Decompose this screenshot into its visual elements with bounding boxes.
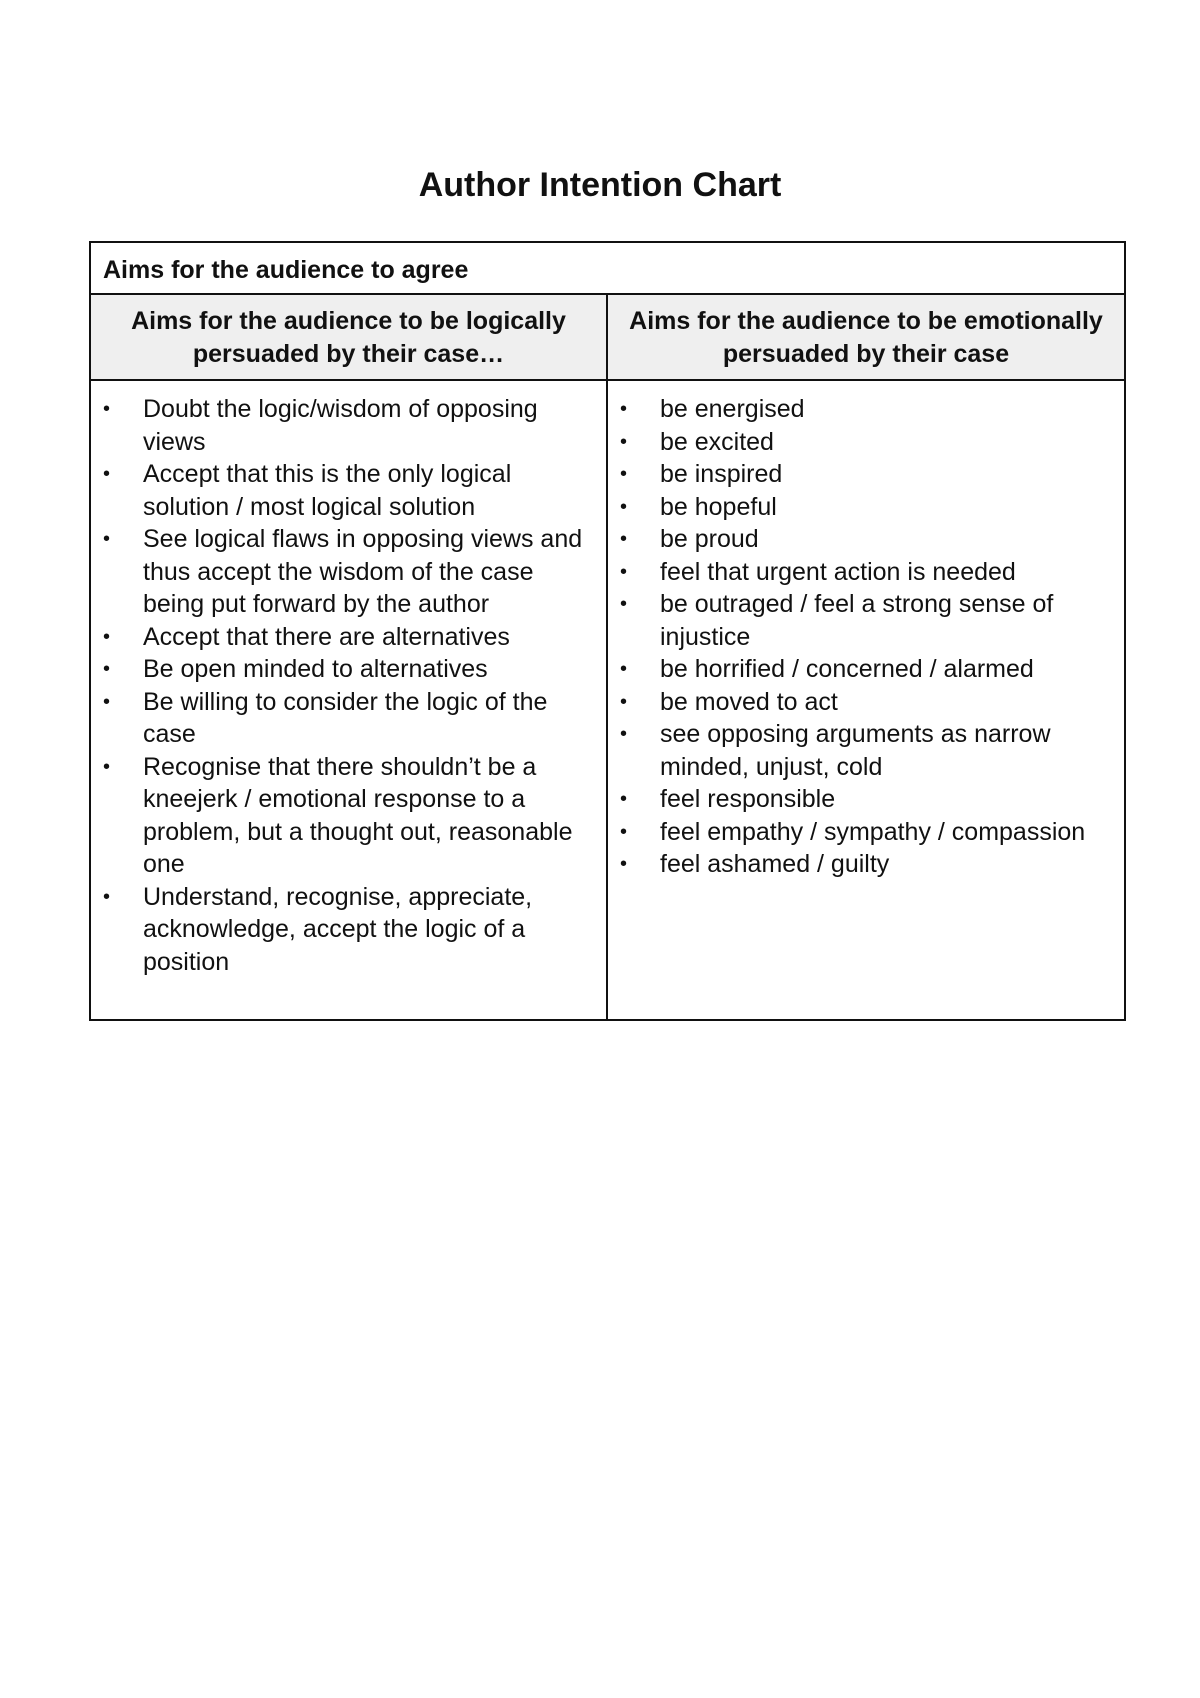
emotional-item-text: feel responsible <box>660 785 836 813</box>
logical-list-item <box>99 751 600 881</box>
emotional-column-header: Aims for the audience to be emotionally persuaded by their case <box>607 294 1125 380</box>
emotional-column-cell <box>607 380 1125 1020</box>
bullet-icon: • <box>620 398 628 420</box>
bullet-icon: • <box>103 398 111 420</box>
bullet-icon: • <box>620 788 628 810</box>
bullet-icon: • <box>620 528 628 550</box>
bullet-icon: • <box>620 495 628 518</box>
bullet-icon: • <box>103 885 111 908</box>
logical-list-item <box>99 653 600 686</box>
logical-column-header: Aims for the audience to be logically persuaded by their case… <box>90 294 607 380</box>
bullet-icon: • <box>620 430 628 453</box>
emotional-item-text: be inspired <box>660 460 783 488</box>
emotional-list-item <box>616 491 1118 524</box>
bullet-icon: • <box>103 463 111 485</box>
emotional-list-item <box>616 426 1118 459</box>
bullet-icon: • <box>620 723 628 745</box>
logical-aims-list <box>99 393 600 978</box>
emotional-item-text: be energised <box>660 395 805 423</box>
logical-item-text: Doubt the logic/wisdom of opposing views <box>143 395 538 456</box>
bullet-icon: • <box>620 560 628 583</box>
author-intention-table <box>89 241 1126 1021</box>
emotional-list-item <box>616 686 1118 719</box>
emotional-item-text: be proud <box>660 525 759 553</box>
bullet-icon: • <box>620 463 628 485</box>
emotional-list-item <box>616 816 1118 849</box>
bullet-icon: • <box>620 820 628 843</box>
bullet-icon: • <box>620 853 628 875</box>
logical-column-cell <box>90 380 607 1020</box>
emotional-item-text: feel empathy / sympathy / compassion <box>660 817 1086 846</box>
emotional-list-item <box>616 783 1118 816</box>
bullet-icon: • <box>620 690 628 713</box>
bullet-icon: • <box>103 658 111 680</box>
logical-item-text: Recognise that there shouldn’t be a kneejerk / emotional response to a problem, but a thought out, reasonable one <box>143 752 573 878</box>
emotional-list-item <box>616 848 1118 881</box>
emotional-item-text: be hopeful <box>660 492 777 521</box>
logical-item-text: Be willing to consider the logic of the case <box>143 687 548 748</box>
bullet-icon: • <box>103 755 111 778</box>
logical-list-item <box>99 393 600 458</box>
emotional-list-item <box>616 523 1118 556</box>
emotional-list-item <box>616 718 1118 783</box>
bullet-icon: • <box>620 658 628 680</box>
logical-list-item <box>99 686 600 751</box>
logical-item-text: Accept that there are alternatives <box>143 622 510 651</box>
table-body-row <box>90 380 1125 1020</box>
logical-item-text: See logical flaws in opposing views and thus accept the wisdom of the case being put forward by the author <box>143 525 583 618</box>
bullet-icon: • <box>103 625 111 648</box>
table-column-header-row <box>90 294 1125 380</box>
table-top-heading-row <box>90 242 1125 294</box>
emotional-item-text: feel ashamed / guilty <box>660 850 890 878</box>
emotional-list-item <box>616 653 1118 686</box>
emotional-list-item <box>616 458 1118 491</box>
logical-item-text: Accept that this is the only logical solution / most logical solution <box>143 460 512 521</box>
bullet-icon: • <box>620 593 628 615</box>
emotional-item-text: be horrified / concerned / alarmed <box>660 655 1034 683</box>
emotional-item-text: be outraged / feel a strong sense of injustice <box>660 590 1054 651</box>
emotional-list-item <box>616 588 1118 653</box>
logical-list-item <box>99 881 600 979</box>
logical-list-item <box>99 621 600 654</box>
logical-item-text: Be open minded to alternatives <box>143 655 488 683</box>
emotional-list-item <box>616 556 1118 589</box>
logical-item-text: Understand, recognise, appreciate, acknowledge, accept the logic of a position <box>143 882 533 976</box>
page-title: Author Intention Chart <box>418 166 782 204</box>
logical-list-item <box>99 458 600 523</box>
emotional-item-text: be excited <box>660 427 774 456</box>
emotional-list-item <box>616 393 1118 426</box>
emotional-item-text: feel that urgent action is needed <box>660 557 1016 586</box>
emotional-item-text: be moved to act <box>660 687 838 716</box>
bullet-icon: • <box>103 690 111 713</box>
emotional-item-text: see opposing arguments as narrow minded, unjust, cold <box>660 720 1051 781</box>
logical-list-item <box>99 523 600 621</box>
bullet-icon: • <box>103 528 111 550</box>
emotional-aims-list <box>616 393 1118 881</box>
top-heading-cell: Aims for the audience to agree <box>90 242 1125 294</box>
